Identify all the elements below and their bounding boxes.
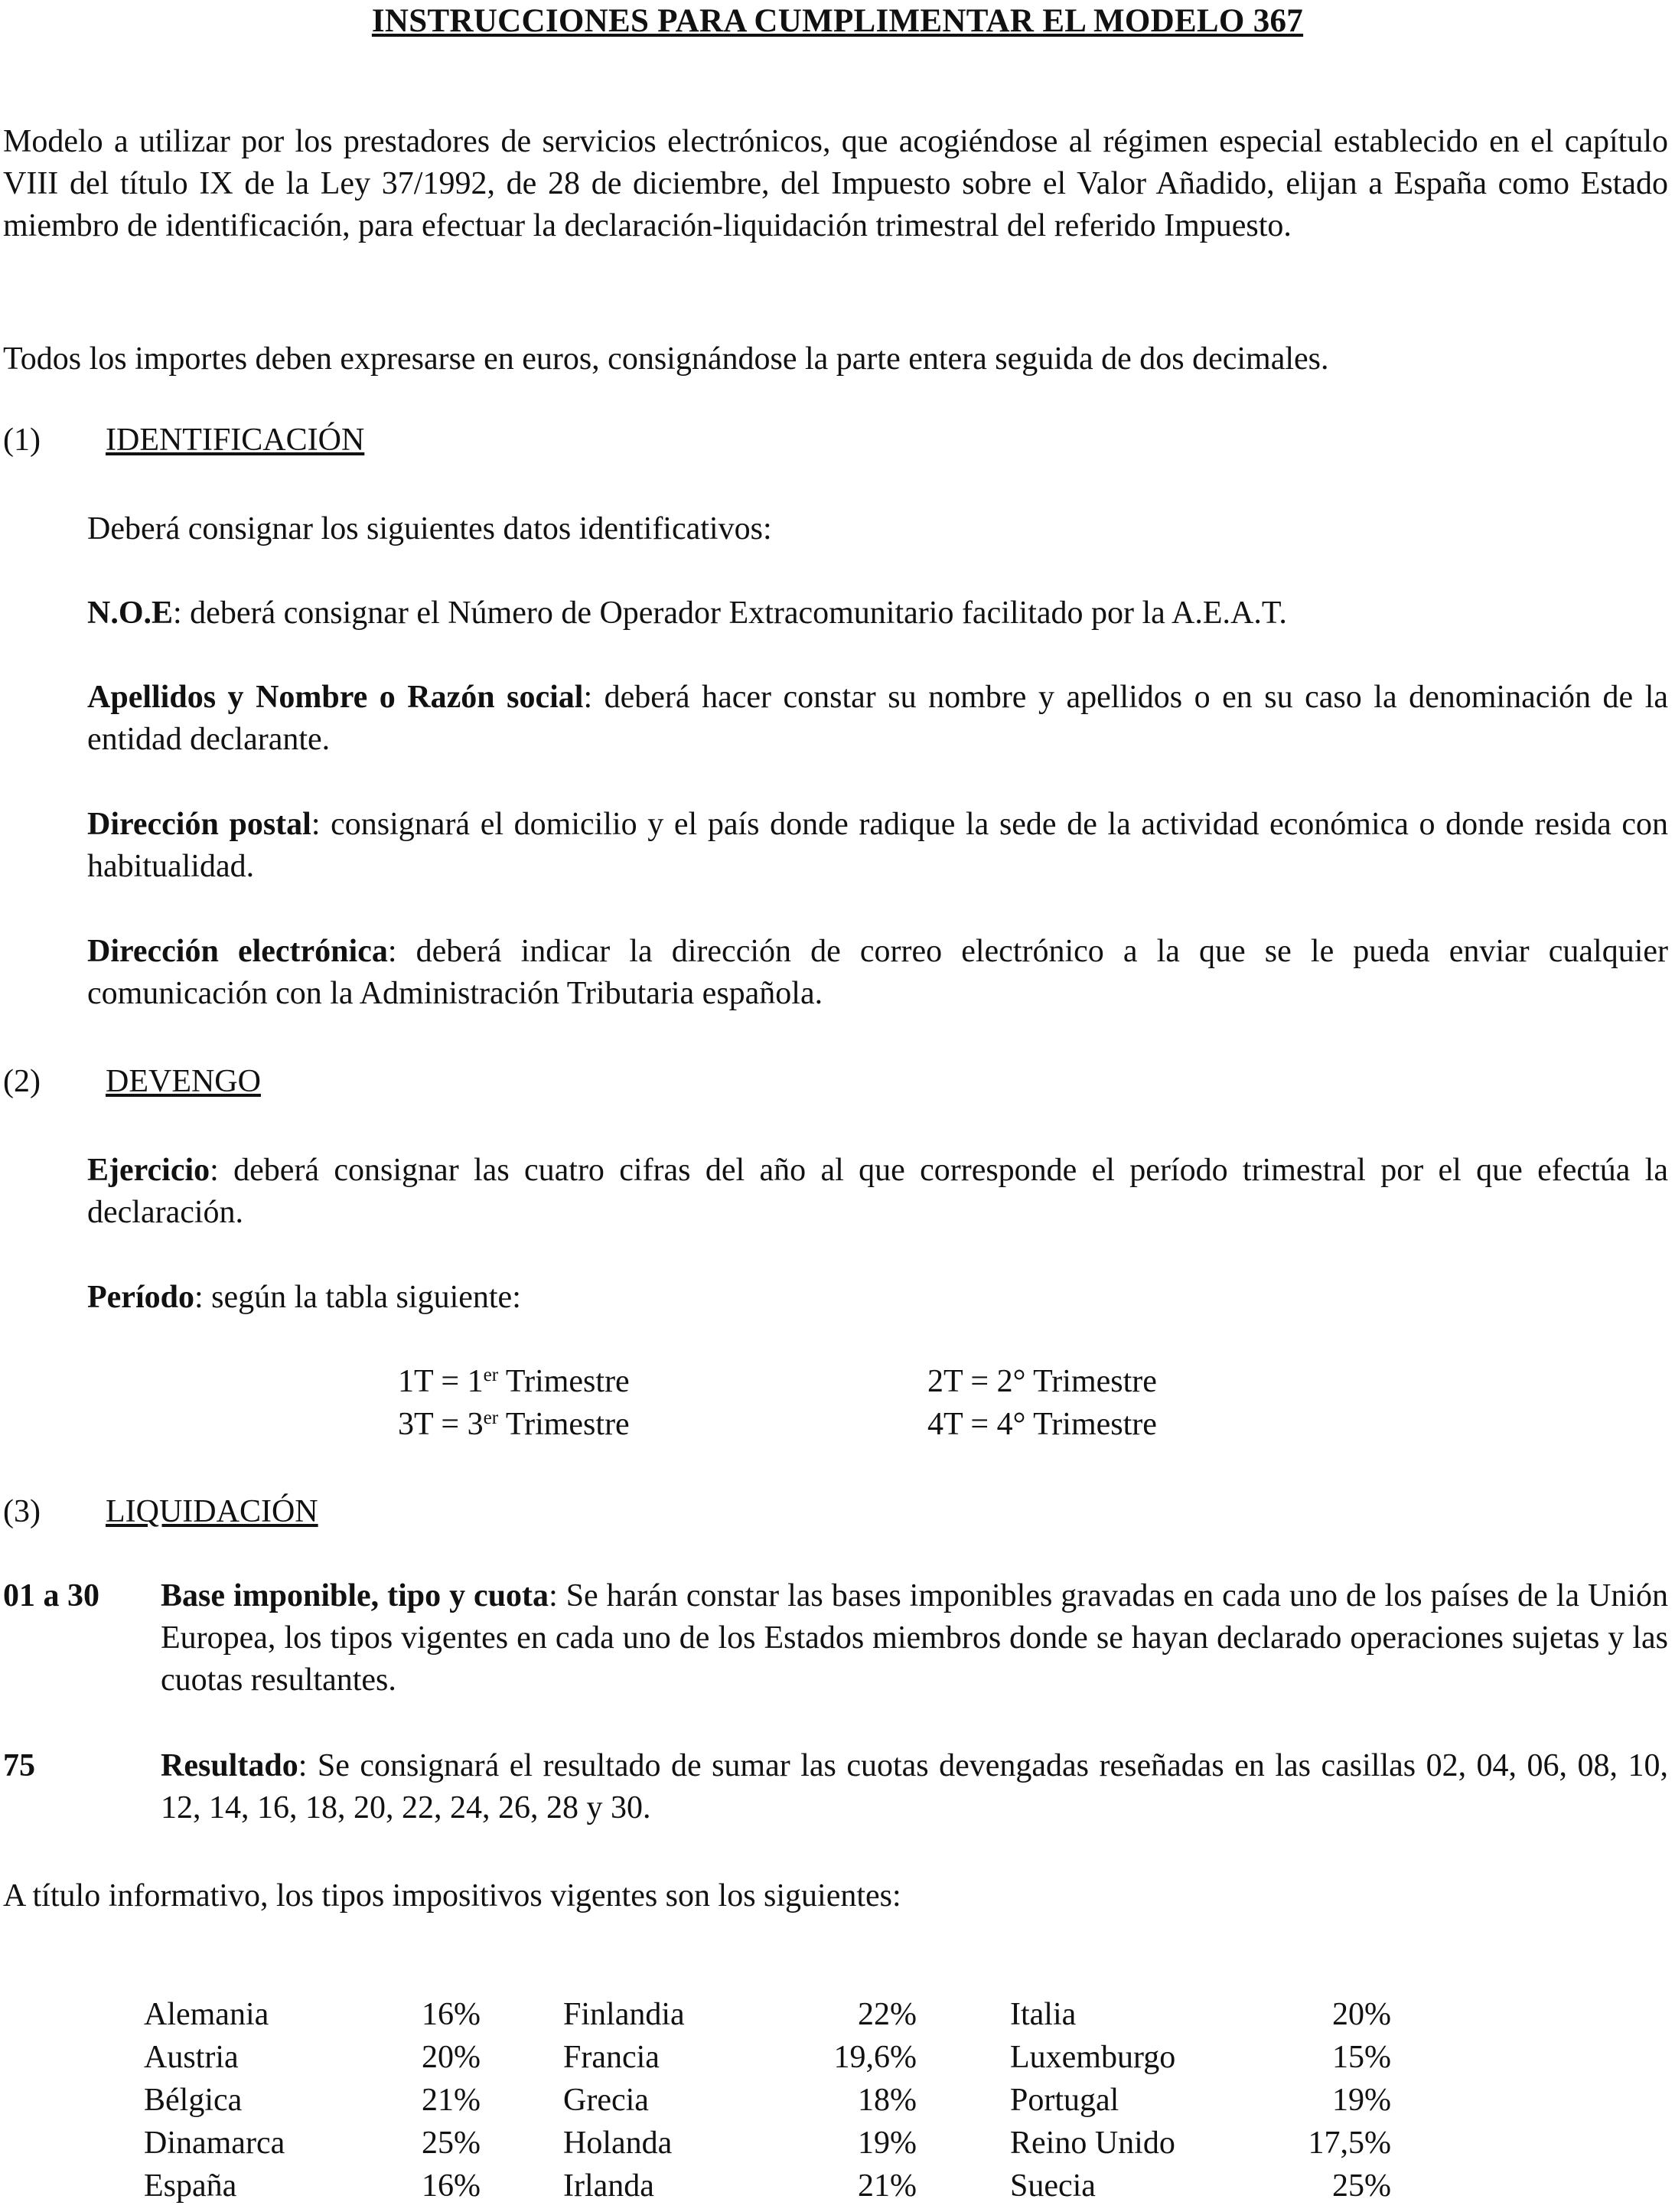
country-name: Holanda [563,2126,673,2161]
section-number-identificacion: (1) [3,422,41,458]
intro-paragraph: Modelo a utilizar por los prestadores de servicios electrónicos, que acogiéndose al régimen especial establecido en el capítulo VIII del título IX de la Ley 37/1992, de 28 de diciembre, del Impuesto sobre el Valor Añadido, elijan a España como Estado miembro de identificación, para efectuar la declaración-liquidación trimestral del referido Impuesto. [3,124,1668,243]
tax-rate: 22% [858,1997,917,2032]
country-name: Dinamarca [144,2126,285,2161]
field-direccion-postal [87,804,1668,888]
tax-rate: 20% [422,2040,481,2075]
section-title-identificacion: IDENTIFICACIÓN [106,422,365,458]
field-term: Dirección electrónica [87,934,388,969]
section-number-liquidacion: (3) [3,1494,41,1529]
period-1t: 1T = 1er Trimestre [398,1364,630,1399]
tax-rate: 21% [422,2083,481,2118]
field-term: Base imponible, tipo y cuota [161,1578,549,1613]
field-apellidos-nombre [87,677,1668,761]
rates-intro: A título informativo, los tipos impositivos vigentes son los siguientes: [3,1878,901,1913]
tax-rate: 21% [858,2168,917,2204]
casilla-label-01-30: 01 a 30 [3,1578,99,1613]
country-name: Finlandia [563,1997,685,2032]
tax-rate: 25% [422,2126,481,2161]
country-name: Irlanda [563,2168,654,2204]
field-term: Dirección postal [87,807,311,842]
section-title-liquidacion: LIQUIDACIÓN [106,1494,318,1529]
period-2t: 2T = 2° Trimestre [927,1364,1157,1399]
tax-rate: 19% [858,2126,917,2161]
field-description: : Se harán constar las bases imponibles gravadas en cada uno de los países de la Unión Europea, los tipos vigentes en cada uno de los Estados miembros donde se hayan declarado operaciones sujetas y las cuotas resultantes. [161,1578,1668,1698]
country-name: Italia [1010,1997,1077,2032]
field-term: Ejercicio [87,1153,210,1188]
country-name: Francia [563,2040,660,2075]
tax-rate: 19,6% [833,2040,917,2075]
section-title-devengo: DEVENGO [106,1064,261,1099]
tax-rate: 18% [858,2083,917,2118]
country-name: Austria [144,2040,239,2075]
field-term: N.O.E [87,595,174,631]
field-term: Resultado [161,1748,298,1783]
country-name: España [144,2168,237,2204]
document-title: INSTRUCCIONES PARA CUMPLIMENTAR EL MODELO 367 [371,3,1304,39]
identificacion-lead: Deberá consignar los siguientes datos identificativos: [87,511,772,546]
tax-rate: 16% [422,2168,481,2204]
field-description: : Se consignará el resultado de sumar las cuotas devengadas reseñadas en las casillas 02, 04, 06, 08, 10, 12, 14, 16, 18, 20, 22, 24, 26, 28 y 30. [161,1748,1668,1825]
casilla-label-75: 75 [3,1748,35,1783]
period-3t: 3T = 3er Trimestre [398,1407,630,1442]
field-description: : según la tabla siguiente: [194,1280,521,1315]
country-name: Portugal [1010,2083,1119,2118]
field-periodo [87,1277,1668,1319]
casilla-description-75 [161,1745,1668,1829]
field-description: : consignará el domicilio y el país donde radique la sede de la actividad económica o donde resida con habitualidad. [87,807,1669,884]
field-term: Período [87,1280,194,1315]
euros-note: Todos los importes deben expresarse en euros, consignándose la parte entera seguida de dos decimales. [3,341,1329,377]
field-term: Apellidos y Nombre o Razón social [87,680,584,715]
country-name: Luxemburgo [1010,2040,1176,2075]
tax-rate: 20% [1332,1997,1391,2032]
field-description: : deberá consignar el Número de Operador Extracomunitario facilitado por la A.E.A.T. [173,595,1287,631]
period-4t: 4T = 4° Trimestre [927,1407,1157,1442]
country-name: Reino Unido [1010,2126,1175,2161]
field-direccion-electronica [87,931,1668,1015]
casilla-description-01-30 [161,1575,1668,1701]
country-name: Bélgica [144,2083,243,2118]
tax-rate: 17,5% [1308,2126,1391,2161]
country-name: Grecia [563,2083,649,2118]
field-description: : deberá hacer constar su nombre y apellidos o en su caso la denominación de la entidad declarante. [87,680,1669,757]
tax-rate: 15% [1332,2040,1391,2075]
tax-rate: 25% [1332,2168,1391,2204]
field-description: : deberá indicar la dirección de correo electrónico a la que se le pueda enviar cualquier comunicación con la Administración Tributaria española. [87,934,1668,1011]
field-description: : deberá consignar las cuatro cifras del año al que corresponde el período trimestral por el que efectúa la declaración. [87,1153,1668,1230]
tax-rate: 19% [1332,2083,1391,2118]
country-name: Suecia [1010,2168,1096,2204]
field-noe [87,592,1668,635]
tax-rate: 16% [422,1997,481,2032]
field-ejercicio [87,1150,1668,1234]
section-number-devengo: (2) [3,1064,41,1099]
country-name: Alemania [144,1997,269,2032]
